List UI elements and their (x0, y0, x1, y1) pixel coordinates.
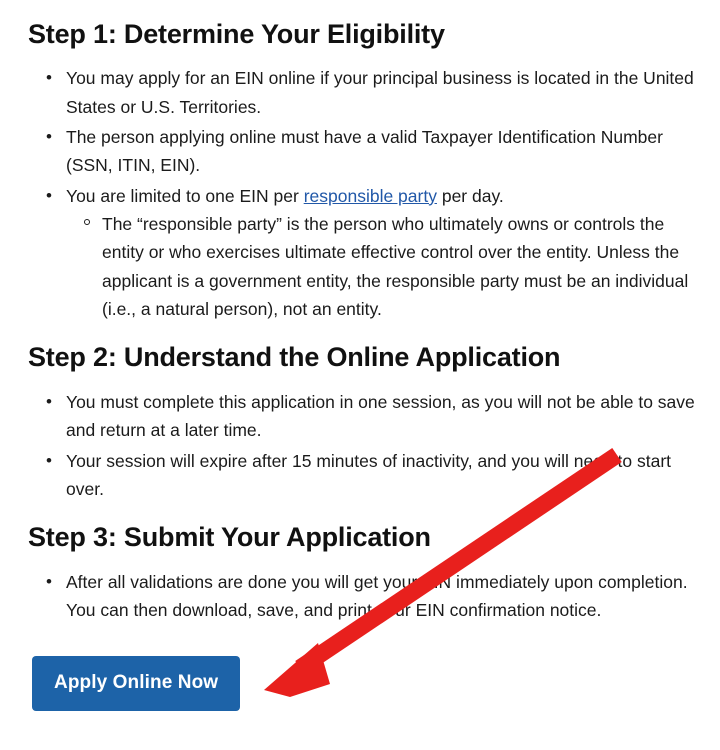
list-item (46, 182, 698, 324)
list-item (46, 568, 698, 625)
step-3-list (28, 568, 698, 625)
bullet-icon: • (46, 127, 52, 147)
bullet-icon: • (46, 450, 52, 470)
bullet-icon: • (46, 185, 52, 205)
list-item-text-after: per day. (436, 185, 504, 206)
list-item-text: After all validations are done you will get your EIN immediately upon completion. You can then download, save, and print your EIN confirmation notice. (66, 571, 688, 620)
bullet-icon: • (46, 68, 52, 88)
step-1-section (28, 18, 698, 323)
list-item (46, 123, 698, 180)
apply-online-now-button[interactable]: Apply Online Now (32, 656, 240, 711)
step-1-list (28, 64, 698, 323)
step-1-heading: Step 1: Determine Your Eligibility (28, 19, 445, 49)
list-item (46, 388, 698, 445)
step-2-section (28, 341, 698, 503)
hollow-bullet-icon (84, 219, 90, 225)
step-2-heading: Step 2: Understand the Online Application (28, 342, 561, 373)
bullet-icon: • (46, 571, 52, 591)
list-item-text: You must complete this application in one session, as you will not be able to save and return at a later time. (66, 391, 695, 441)
list-item-text: The person applying online must have a valid Taxpayer Identification Number (SSN, ITIN, EIN). (66, 127, 663, 176)
step-1-sublist (66, 210, 698, 323)
list-item (102, 210, 698, 323)
step-3-section (28, 521, 698, 624)
responsible-party-link[interactable]: responsible party (303, 185, 437, 206)
bullet-icon: • (46, 391, 52, 411)
list-item (46, 64, 698, 121)
list-item-text: Your session will expire after 15 minutes of inactivity, and you will need to start over. (66, 450, 672, 499)
list-item (46, 447, 698, 504)
list-item-text: You may apply for an EIN online if your principal business is located in the United States or U.S. Territories. (66, 68, 694, 117)
step-3-heading: Step 3: Submit Your Application (28, 522, 431, 553)
sublist-item-text: The “responsible party” is the person who ultimately owns or controls the entity or who exercises ultimate effective control over the entity. Unless the applicant is a government entity, the responsible party must be an individual (i.e., a natural person), not an entity. (102, 214, 689, 320)
list-item-text: You are limited to one EIN per (66, 185, 304, 206)
step-2-list (28, 388, 698, 503)
